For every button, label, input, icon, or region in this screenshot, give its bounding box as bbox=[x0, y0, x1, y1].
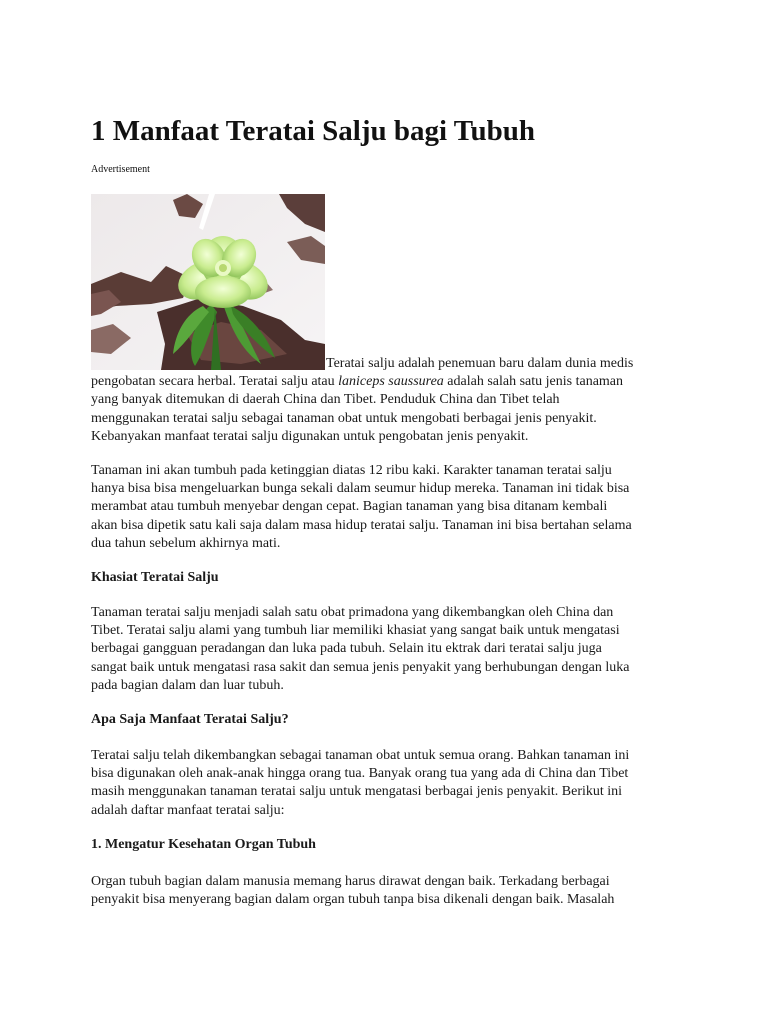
intro-text: pengobatan secara herbal. Teratai salju atau bbox=[91, 374, 339, 390]
paragraph-line: Organ tubuh bagian dalam manusia memang harus dirawat dengan baik. Terkadang berbagai bbox=[91, 874, 610, 889]
intro-line: Kebanyakan manfaat teratai salju digunakan untuk pengobatan jenis penyakit. bbox=[91, 428, 529, 444]
paragraph-line: hanya bisa bisa mengeluarkan bunga sekali dalam seumur hidup mereka. Tanaman ini tidak bisa bbox=[91, 481, 630, 497]
paragraph-khasiat bbox=[91, 604, 681, 695]
paragraph-line: sangat baik untuk mengatasi rasa sakit dan semua jenis penyakit yang berhubungan dengan luka bbox=[91, 659, 630, 675]
paragraph-line: penyakit bisa menyerang bagian dalam organ tubuh tanpa bisa dikenali dengan baik. Masalah bbox=[91, 892, 615, 908]
intro-line: menggunakan teratai salju sebagai tanaman obat untuk mengobati berbagai jenis penyakit. bbox=[91, 410, 597, 426]
intro-text: adalah salah satu jenis tanaman bbox=[443, 374, 624, 390]
paragraph-line: merambat atau tumbuh menyebar dengan cepat. Bagian tanaman yang bisa ditanam kembali bbox=[91, 499, 608, 515]
paragraph-line: Tanaman ini akan tumbuh pada ketinggian diatas 12 ribu kaki. Karakter tanaman teratai salju bbox=[91, 463, 612, 478]
paragraph-line: Tanaman teratai salju menjadi salah satu obat primadona yang dikembangkan oleh China dan bbox=[91, 605, 614, 620]
intro-line: yang banyak ditemukan di daerah China dan Tibet. Penduduk China dan Tibet telah bbox=[91, 392, 560, 408]
intro-first-line: Teratai salju adalah penemuan baru dalam dunia medis bbox=[326, 356, 634, 371]
paragraph-line: adalah daftar manfaat teratai salju: bbox=[91, 802, 285, 818]
scientific-name: laniceps saussurea bbox=[338, 374, 444, 390]
section-heading-organ: 1. Mengatur Kesehatan Organ Tubuh bbox=[91, 837, 316, 852]
section-heading-manfaat: Apa Saja Manfaat Teratai Salju? bbox=[91, 712, 289, 727]
snow-lotus-photo bbox=[91, 194, 325, 370]
paragraph-manfaat bbox=[91, 747, 681, 820]
paragraph-line: bisa digunakan oleh anak-anak hingga orang tua. Banyak orang tua yang ada di China dan Tibet bbox=[91, 766, 629, 782]
paragraph-line: Tibet. Teratai salju alami yang tumbuh liar memiliki khasiat yang sangat baik untuk mengatasi bbox=[91, 623, 620, 639]
paragraph-line: akan bisa dipetik satu kali saja dalam masa hidup teratai salju. Tanaman ini bisa bertahan selama bbox=[91, 517, 632, 533]
intro-line-2 bbox=[91, 373, 681, 391]
paragraph-line: berbagai gangguan peradangan dan luka pada tubuh. Selain itu ektrak dari teratai salju juga bbox=[91, 641, 602, 657]
article-title: 1 Manfaat Teratai Salju bagi Tubuh bbox=[91, 115, 536, 147]
paragraph-line: pada bagian dalam dan luar tubuh. bbox=[91, 677, 284, 693]
section-heading-khasiat: Khasiat Teratai Salju bbox=[91, 570, 219, 585]
paragraph-organ bbox=[91, 873, 681, 909]
paragraph-line: dua tahun sebelum akhirnya mati. bbox=[91, 535, 281, 551]
intro-paragraph bbox=[91, 355, 681, 446]
paragraph-habitat bbox=[91, 462, 681, 553]
advertisement-label: Advertisement bbox=[91, 164, 150, 175]
paragraph-line: masih menggunakan tanaman teratai salju untuk mengatasi berbagai jenis penyakit. Berikut ini bbox=[91, 784, 623, 800]
paragraph-line: Teratai salju telah dikembangkan sebagai tanaman obat untuk semua orang. Bahkan tanaman ini bbox=[91, 748, 630, 763]
